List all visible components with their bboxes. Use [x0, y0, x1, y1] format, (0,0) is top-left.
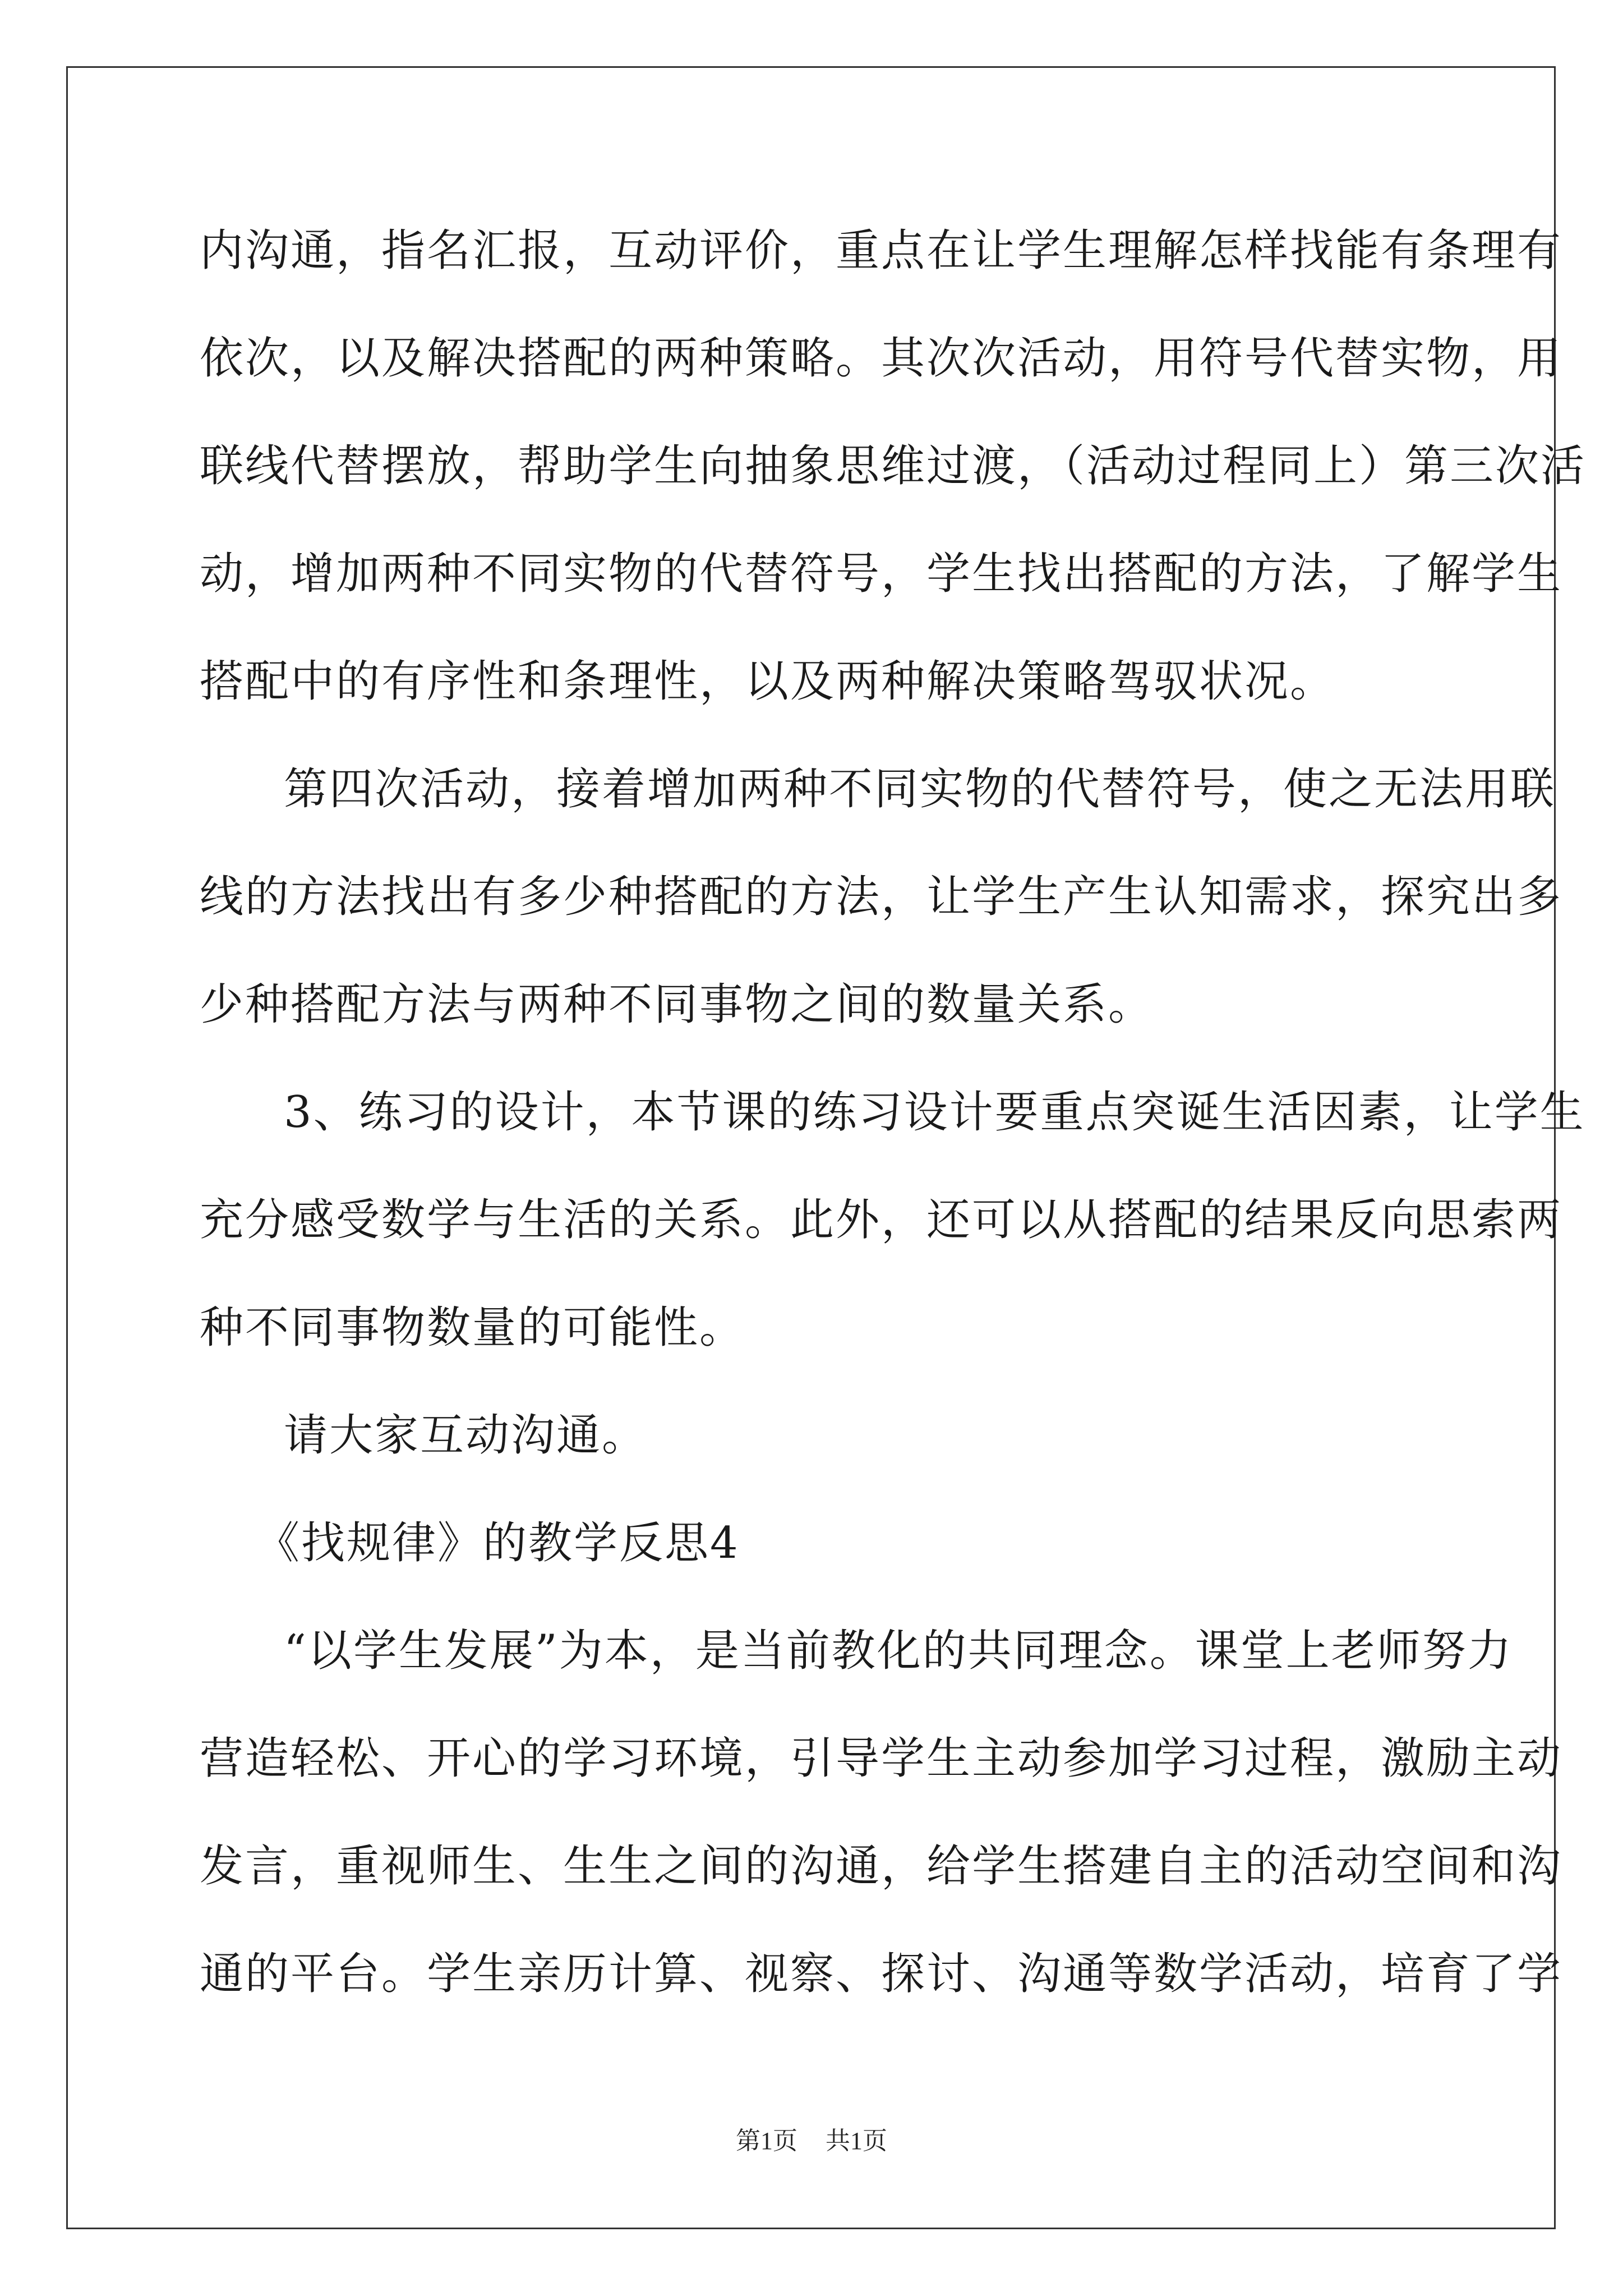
- paragraph-first-line: “以学生发展”为本，是当前教化的共同理念。课堂上老师努力: [284, 1626, 1513, 1676]
- text-line: 少种搭配方法与两种不同事物之间的数量关系。: [200, 979, 1154, 1030]
- page-footer: [0, 2120, 1623, 2156]
- text-line: 发言，重视师生、生生之间的沟通，给学生搭建自主的活动空间和沟: [200, 1841, 1563, 1892]
- text-line: 营造轻松、开心的学习环境，引导学生主动参加学习过程，激励主动: [200, 1733, 1563, 1784]
- page-total: 共1页: [826, 2127, 887, 2155]
- document-body: [200, 220, 1587, 2051]
- paragraph-first-line: 第四次活动，接着增加两种不同实物的代替符号，使之无法用联: [284, 764, 1556, 815]
- section-heading: 《找规律》的教学反思4: [256, 1518, 740, 1568]
- text-line: 动，增加两种不同实物的代替符号，学生找出搭配的方法，了解学生: [200, 549, 1563, 599]
- text-line: 联线代替摆放，帮助学生向抽象思维过渡，（活动过程同上）第三次活: [200, 441, 1587, 491]
- page-number: 第1页: [736, 2127, 797, 2155]
- text-line: 种不同事物数量的可能性。: [200, 1303, 745, 1353]
- text-line: 通的平台。学生亲历计算、视察、探讨、沟通等数学活动，培育了学: [200, 1949, 1563, 1999]
- text-line: 线的方法找出有多少种搭配的方法，让学生产生认知需求，探究出多: [200, 872, 1563, 922]
- paragraph-first-line: 请大家互动沟通。: [284, 1410, 648, 1461]
- text-line: 依次，以及解决搭配的两种策略。其次次活动，用符号代替实物，用: [200, 333, 1563, 384]
- text-line: 充分感受数学与生活的关系。此外，还可以从搭配的结果反向思索两: [200, 1195, 1563, 1245]
- text-line: 搭配中的有序性和条理性，以及两种解决策略驾驭状况。: [200, 656, 1336, 707]
- text-line: 内沟通，指名汇报，互动评价，重点在让学生理解怎样找能有条理有: [200, 226, 1563, 276]
- paragraph-first-line: 3、练习的设计，本节课的练习设计要重点突诞生活因素，让学生: [284, 1087, 1585, 1138]
